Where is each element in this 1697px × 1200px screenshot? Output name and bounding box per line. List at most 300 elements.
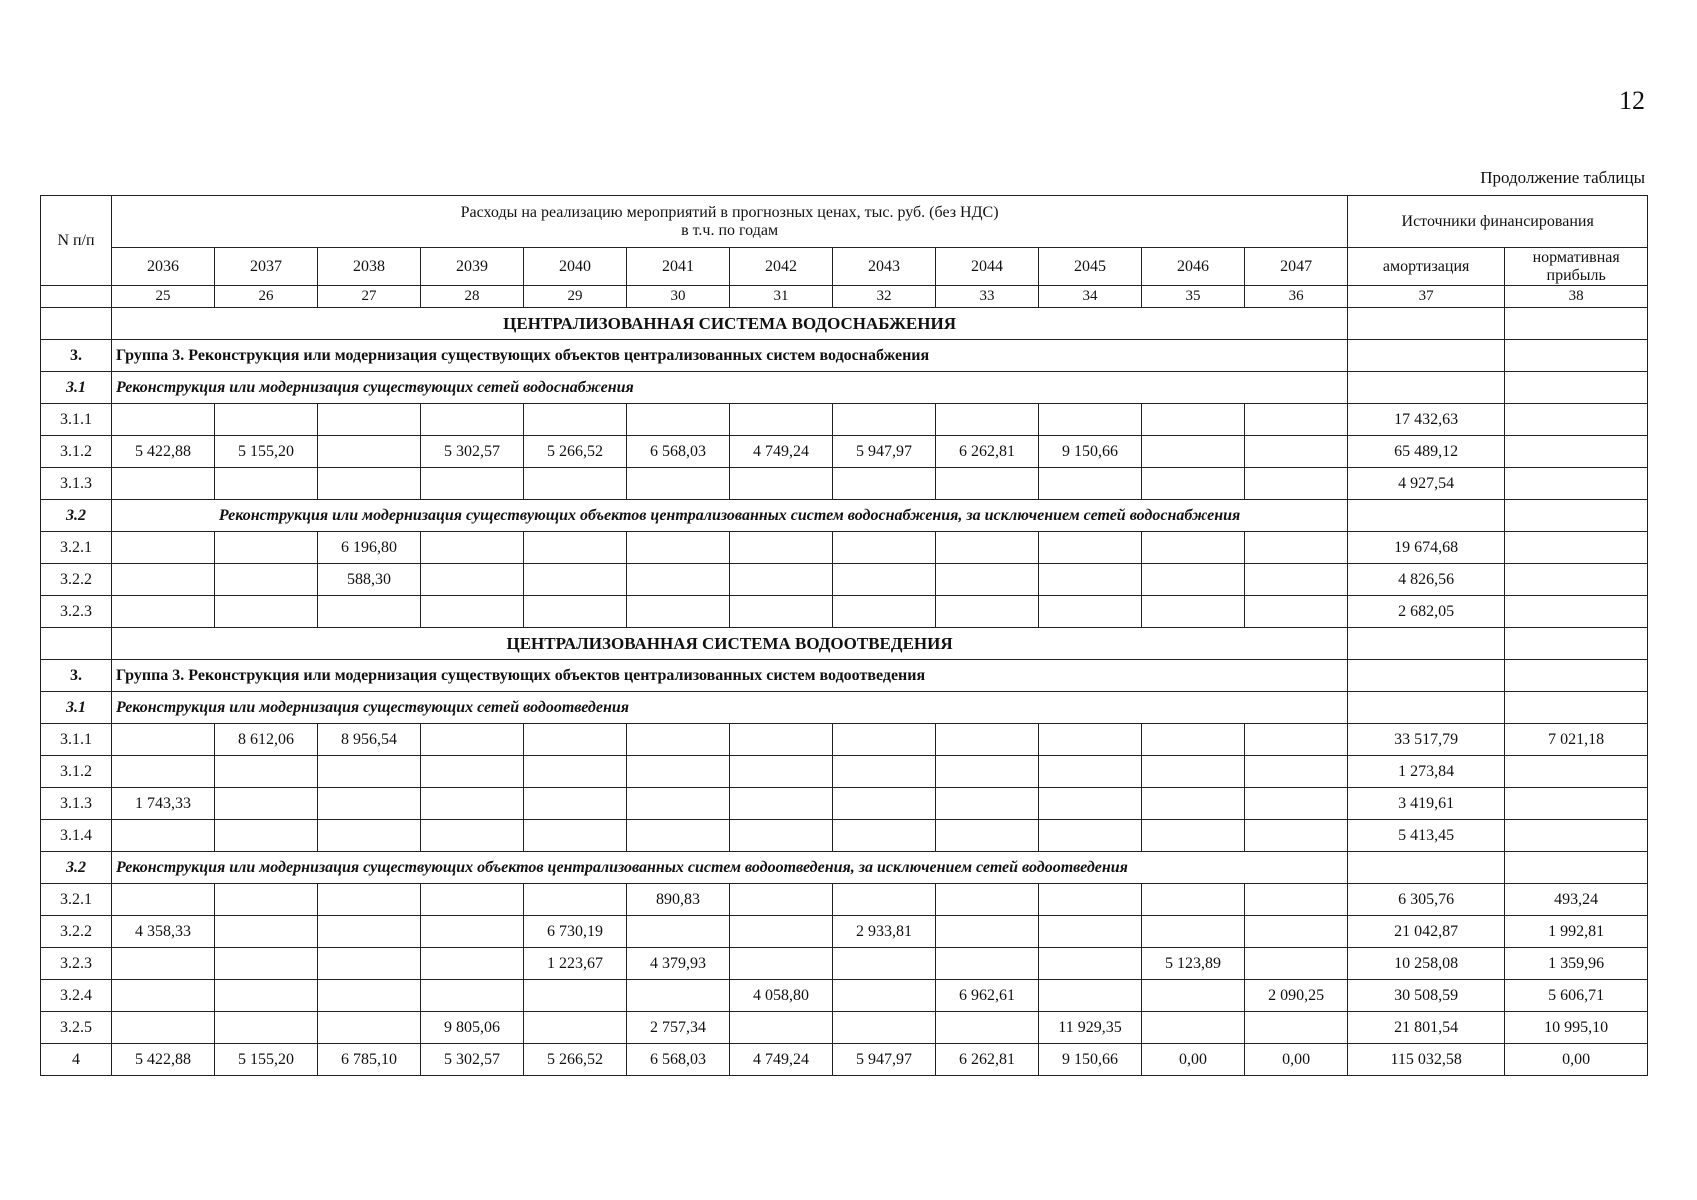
year-value-cell: 6 196,80: [318, 532, 421, 564]
year-value-cell: 8 612,06: [215, 724, 318, 756]
year-header: 2047: [1245, 248, 1348, 286]
year-value-cell: [936, 404, 1039, 436]
row-id: 3.2.3: [41, 596, 112, 628]
year-value-cell: 5 947,97: [833, 436, 936, 468]
column-number: 29: [524, 286, 627, 308]
row-id: 3.1.3: [41, 788, 112, 820]
profit-cell: 5 606,71: [1505, 980, 1648, 1012]
table-row: [41, 948, 1648, 980]
empty-cell: [1348, 660, 1505, 692]
year-value-cell: [421, 916, 524, 948]
year-value-cell: [421, 884, 524, 916]
year-value-cell: [730, 564, 833, 596]
year-value-cell: [833, 404, 936, 436]
year-value-cell: [833, 596, 936, 628]
year-value-cell: [730, 884, 833, 916]
year-value-cell: [421, 404, 524, 436]
table-row: [41, 532, 1648, 564]
colnum-empty: [41, 286, 112, 308]
year-value-cell: 2 757,34: [627, 1012, 730, 1044]
total-value-cell: 6 568,03: [627, 1044, 730, 1076]
empty-cell: [1505, 340, 1648, 372]
year-value-cell: 4 379,93: [627, 948, 730, 980]
year-value-cell: [1142, 724, 1245, 756]
total-profit-cell: 0,00: [1505, 1044, 1648, 1076]
year-value-cell: [215, 916, 318, 948]
year-value-cell: [936, 884, 1039, 916]
year-header: 2042: [730, 248, 833, 286]
system-header-row: [41, 308, 1648, 340]
year-value-cell: [318, 436, 421, 468]
profit-cell: [1505, 532, 1648, 564]
year-value-cell: [936, 724, 1039, 756]
table-row: [41, 468, 1648, 500]
empty-cell: [1348, 628, 1505, 660]
year-value-cell: [215, 596, 318, 628]
profit-cell: [1505, 564, 1648, 596]
subgroup-header-row: [41, 692, 1648, 724]
year-value-cell: [1039, 724, 1142, 756]
year-value-cell: [1245, 788, 1348, 820]
year-value-cell: [421, 596, 524, 628]
section-title: Реконструкция или модернизация существующих сетей водоснабжения: [112, 372, 1348, 404]
column-number: 25: [112, 286, 215, 308]
amortization-cell: 10 258,08: [1348, 948, 1505, 980]
year-value-cell: [1142, 820, 1245, 852]
year-value-cell: [524, 820, 627, 852]
group-header-row: [41, 340, 1648, 372]
year-value-cell: [1142, 564, 1245, 596]
year-value-cell: [215, 948, 318, 980]
year-value-cell: [215, 564, 318, 596]
table-row: [41, 756, 1648, 788]
year-value-cell: [1039, 916, 1142, 948]
column-number: 31: [730, 286, 833, 308]
column-number: 26: [215, 286, 318, 308]
page-number: 12: [1619, 86, 1645, 115]
amortization-cell: 21 042,87: [1348, 916, 1505, 948]
year-value-cell: [1245, 756, 1348, 788]
group-header-row: [41, 660, 1648, 692]
year-value-cell: [730, 788, 833, 820]
year-value-cell: [1245, 564, 1348, 596]
amortization-cell: 3 419,61: [1348, 788, 1505, 820]
year-value-cell: 6 568,03: [627, 436, 730, 468]
system-title: ЦЕНТРАЛИЗОВАННАЯ СИСТЕМА ВОДОСНАБЖЕНИЯ: [112, 308, 1348, 340]
section-id: 3.: [41, 660, 112, 692]
year-value-cell: [524, 1012, 627, 1044]
empty-cell: [1505, 852, 1648, 884]
table-row: [41, 980, 1648, 1012]
year-value-cell: [833, 884, 936, 916]
year-value-cell: [318, 404, 421, 436]
year-value-cell: [936, 1012, 1039, 1044]
year-value-cell: [1039, 884, 1142, 916]
amortization-cell: 30 508,59: [1348, 980, 1505, 1012]
total-value-cell: 5 422,88: [112, 1044, 215, 1076]
year-header: 2044: [936, 248, 1039, 286]
year-value-cell: [215, 468, 318, 500]
year-value-cell: [1039, 532, 1142, 564]
year-value-cell: [524, 788, 627, 820]
total-amortization-cell: 115 032,58: [1348, 1044, 1505, 1076]
table-row: [41, 724, 1648, 756]
amortization-cell: 6 305,76: [1348, 884, 1505, 916]
section-title: Реконструкция или модернизация существующих объектов централизованных систем водоотведения, за исключением сетей водоотведения: [112, 852, 1348, 884]
year-value-cell: [524, 724, 627, 756]
year-value-cell: [833, 756, 936, 788]
year-value-cell: [215, 788, 318, 820]
expenses-title: Расходы на реализацию мероприятий в прогнозных ценах, тыс. руб. (без НДС): [460, 203, 999, 221]
year-value-cell: [421, 468, 524, 500]
profit-cell: 1 992,81: [1505, 916, 1648, 948]
profit-cell: [1505, 436, 1648, 468]
year-value-cell: [730, 596, 833, 628]
profit-cell: [1505, 596, 1648, 628]
year-value-cell: [215, 980, 318, 1012]
empty-cell: [41, 308, 112, 340]
table-row: [41, 564, 1648, 596]
row-id: 4: [41, 1044, 112, 1076]
year-value-cell: [318, 1012, 421, 1044]
year-value-cell: [1245, 724, 1348, 756]
year-value-cell: [833, 724, 936, 756]
year-value-cell: [730, 724, 833, 756]
year-value-cell: [627, 468, 730, 500]
row-id: 3.2.2: [41, 916, 112, 948]
year-value-cell: 9 805,06: [421, 1012, 524, 1044]
financing-table: [40, 195, 1648, 1076]
year-value-cell: [421, 820, 524, 852]
year-value-cell: [1142, 1012, 1245, 1044]
year-value-cell: [318, 884, 421, 916]
year-value-cell: 5 302,57: [421, 436, 524, 468]
total-value-cell: 5 947,97: [833, 1044, 936, 1076]
year-value-cell: 8 956,54: [318, 724, 421, 756]
year-value-cell: [112, 756, 215, 788]
year-value-cell: [524, 532, 627, 564]
year-value-cell: 6 730,19: [524, 916, 627, 948]
year-value-cell: [627, 980, 730, 1012]
table-row: [41, 1012, 1648, 1044]
year-header: 2046: [1142, 248, 1245, 286]
year-value-cell: [833, 1012, 936, 1044]
empty-cell: [1505, 372, 1648, 404]
year-value-cell: [112, 468, 215, 500]
year-value-cell: [730, 532, 833, 564]
year-value-cell: [936, 596, 1039, 628]
system-header-row: [41, 628, 1648, 660]
section-id: 3.1: [41, 372, 112, 404]
year-value-cell: [833, 948, 936, 980]
profit-cell: [1505, 756, 1648, 788]
total-value-cell: 4 749,24: [730, 1044, 833, 1076]
year-value-cell: 4 358,33: [112, 916, 215, 948]
year-value-cell: [627, 788, 730, 820]
subgroup-header-row: [41, 852, 1648, 884]
year-value-cell: [936, 788, 1039, 820]
profit-cell: 493,24: [1505, 884, 1648, 916]
year-value-cell: [1039, 820, 1142, 852]
year-value-cell: [1142, 756, 1245, 788]
year-value-cell: [215, 884, 318, 916]
year-value-cell: 5 422,88: [112, 436, 215, 468]
year-value-cell: [833, 532, 936, 564]
year-value-cell: [421, 788, 524, 820]
profit-cell: [1505, 468, 1648, 500]
year-value-cell: [524, 980, 627, 1012]
year-value-cell: [112, 404, 215, 436]
section-id: 3.2: [41, 500, 112, 532]
year-value-cell: [1039, 596, 1142, 628]
year-value-cell: 588,30: [318, 564, 421, 596]
year-value-cell: [1142, 980, 1245, 1012]
empty-cell: [1505, 308, 1648, 340]
section-title: Реконструкция или модернизация существующих объектов централизованных систем водоснабжения, за исключением сетей водоснабжения: [112, 500, 1348, 532]
year-value-cell: [318, 948, 421, 980]
year-value-cell: [730, 948, 833, 980]
year-value-cell: [524, 884, 627, 916]
year-header: 2041: [627, 248, 730, 286]
total-value-cell: 6 262,81: [936, 1044, 1039, 1076]
year-value-cell: [1245, 884, 1348, 916]
year-value-cell: [318, 756, 421, 788]
year-value-cell: [1142, 532, 1245, 564]
amortization-cell: 17 432,63: [1348, 404, 1505, 436]
year-value-cell: 2 933,81: [833, 916, 936, 948]
table-row: [41, 916, 1648, 948]
column-number: 28: [421, 286, 524, 308]
empty-cell: [1348, 692, 1505, 724]
year-value-cell: [112, 1012, 215, 1044]
year-header: 2036: [112, 248, 215, 286]
section-id: 3.: [41, 340, 112, 372]
year-value-cell: [215, 820, 318, 852]
year-value-cell: [627, 916, 730, 948]
year-value-cell: [936, 532, 1039, 564]
empty-cell: [1348, 372, 1505, 404]
column-number: 32: [833, 286, 936, 308]
year-value-cell: [833, 788, 936, 820]
year-value-cell: [421, 980, 524, 1012]
year-value-cell: [936, 916, 1039, 948]
year-value-cell: [833, 820, 936, 852]
total-value-cell: 6 785,10: [318, 1044, 421, 1076]
year-value-cell: 890,83: [627, 884, 730, 916]
year-value-cell: [318, 596, 421, 628]
expenses-subtitle: в т.ч. по годам: [681, 221, 779, 239]
row-id: 3.2.2: [41, 564, 112, 596]
year-header: 2039: [421, 248, 524, 286]
year-value-cell: [112, 948, 215, 980]
empty-cell: [1505, 692, 1648, 724]
year-value-cell: [627, 820, 730, 852]
year-header: 2038: [318, 248, 421, 286]
year-value-cell: [318, 788, 421, 820]
year-value-cell: [215, 532, 318, 564]
table-row: [41, 884, 1648, 916]
year-value-cell: [318, 980, 421, 1012]
year-value-cell: [318, 468, 421, 500]
year-value-cell: 2 090,25: [1245, 980, 1348, 1012]
profit-cell: [1505, 788, 1648, 820]
row-id: 3.1.1: [41, 724, 112, 756]
section-id: 3.1: [41, 692, 112, 724]
amortization-cell: 5 413,45: [1348, 820, 1505, 852]
expenses-header: [112, 196, 1348, 248]
year-value-cell: [627, 724, 730, 756]
year-header: 2040: [524, 248, 627, 286]
total-value-cell: 5 155,20: [215, 1044, 318, 1076]
column-number: 36: [1245, 286, 1348, 308]
empty-cell: [1348, 852, 1505, 884]
amortization-cell: 19 674,68: [1348, 532, 1505, 564]
row-id: 3.2.1: [41, 532, 112, 564]
year-value-cell: [730, 404, 833, 436]
profit-cell: [1505, 404, 1648, 436]
year-value-cell: [1039, 980, 1142, 1012]
year-value-cell: [524, 468, 627, 500]
sources-header: Источники финансирования: [1348, 196, 1648, 248]
year-value-cell: [524, 404, 627, 436]
table-row: [41, 404, 1648, 436]
year-value-cell: [730, 916, 833, 948]
year-value-cell: [1245, 1012, 1348, 1044]
year-value-cell: 9 150,66: [1039, 436, 1142, 468]
empty-cell: [1348, 500, 1505, 532]
section-title: Реконструкция или модернизация существующих сетей водоотведения: [112, 692, 1348, 724]
year-value-cell: [1039, 788, 1142, 820]
year-value-cell: [833, 468, 936, 500]
amortization-cell: 21 801,54: [1348, 1012, 1505, 1044]
row-id: 3.2.1: [41, 884, 112, 916]
year-value-cell: 11 929,35: [1039, 1012, 1142, 1044]
empty-cell: [1505, 500, 1648, 532]
total-value-cell: 5 302,57: [421, 1044, 524, 1076]
total-row: [41, 1044, 1648, 1076]
year-value-cell: [627, 756, 730, 788]
column-number: 35: [1142, 286, 1245, 308]
profit-cell: 1 359,96: [1505, 948, 1648, 980]
system-title: ЦЕНТРАЛИЗОВАННАЯ СИСТЕМА ВОДООТВЕДЕНИЯ: [112, 628, 1348, 660]
year-value-cell: [524, 756, 627, 788]
year-value-cell: [421, 532, 524, 564]
total-value-cell: 0,00: [1245, 1044, 1348, 1076]
amortization-cell: 33 517,79: [1348, 724, 1505, 756]
year-value-cell: [318, 916, 421, 948]
year-value-cell: [1142, 916, 1245, 948]
year-value-cell: [215, 404, 318, 436]
year-value-cell: [936, 468, 1039, 500]
total-value-cell: 5 266,52: [524, 1044, 627, 1076]
year-value-cell: [421, 564, 524, 596]
year-value-cell: [936, 756, 1039, 788]
year-value-cell: [1142, 884, 1245, 916]
year-value-cell: [421, 756, 524, 788]
year-value-cell: [1245, 468, 1348, 500]
row-id: 3.2.4: [41, 980, 112, 1012]
year-value-cell: [112, 980, 215, 1012]
row-id: 3.2.5: [41, 1012, 112, 1044]
column-number: 34: [1039, 286, 1142, 308]
year-header: 2045: [1039, 248, 1142, 286]
year-value-cell: [833, 564, 936, 596]
section-id: 3.2: [41, 852, 112, 884]
total-value-cell: 9 150,66: [1039, 1044, 1142, 1076]
year-value-cell: [1245, 916, 1348, 948]
npp-header: N п/п: [41, 196, 112, 286]
amortization-cell: 2 682,05: [1348, 596, 1505, 628]
table-row: [41, 788, 1648, 820]
year-value-cell: [524, 564, 627, 596]
year-value-cell: 1 223,67: [524, 948, 627, 980]
row-id: 3.1.1: [41, 404, 112, 436]
year-value-cell: [730, 820, 833, 852]
year-value-cell: 1 743,33: [112, 788, 215, 820]
year-value-cell: [1039, 948, 1142, 980]
empty-cell: [41, 628, 112, 660]
table-row: [41, 436, 1648, 468]
year-value-cell: [833, 980, 936, 1012]
column-number: 27: [318, 286, 421, 308]
column-number: 30: [627, 286, 730, 308]
row-id: 3.2.3: [41, 948, 112, 980]
year-value-cell: [215, 756, 318, 788]
year-value-cell: [215, 1012, 318, 1044]
year-header: 2037: [215, 248, 318, 286]
year-value-cell: [627, 564, 730, 596]
year-value-cell: 5 123,89: [1142, 948, 1245, 980]
year-value-cell: [730, 756, 833, 788]
empty-cell: [1505, 660, 1648, 692]
row-id: 3.1.3: [41, 468, 112, 500]
year-value-cell: [627, 404, 730, 436]
row-id: 3.1.4: [41, 820, 112, 852]
empty-cell: [1348, 308, 1505, 340]
year-value-cell: [1245, 436, 1348, 468]
row-id: 3.1.2: [41, 436, 112, 468]
year-value-cell: 6 962,61: [936, 980, 1039, 1012]
table-row: [41, 820, 1648, 852]
year-value-cell: [627, 596, 730, 628]
column-number: 38: [1505, 286, 1648, 308]
year-value-cell: [1039, 564, 1142, 596]
year-value-cell: [936, 820, 1039, 852]
profit-cell: 7 021,18: [1505, 724, 1648, 756]
year-value-cell: [1039, 756, 1142, 788]
section-title: Группа 3. Реконструкция или модернизация существующих объектов централизованных систем водоснабжения: [112, 340, 1348, 372]
year-value-cell: 5 155,20: [215, 436, 318, 468]
year-value-cell: [112, 532, 215, 564]
subgroup-header-row: [41, 372, 1648, 404]
year-value-cell: [318, 820, 421, 852]
year-value-cell: 6 262,81: [936, 436, 1039, 468]
year-value-cell: [112, 820, 215, 852]
year-header: 2043: [833, 248, 936, 286]
year-value-cell: [1039, 404, 1142, 436]
amortization-cell: 4 826,56: [1348, 564, 1505, 596]
section-title: Группа 3. Реконструкция или модернизация существующих объектов централизованных систем водоотведения: [112, 660, 1348, 692]
year-value-cell: [112, 564, 215, 596]
table-row: [41, 596, 1648, 628]
amort-header: амортизация: [1348, 248, 1505, 286]
year-value-cell: [936, 948, 1039, 980]
year-value-cell: [936, 564, 1039, 596]
year-value-cell: [421, 724, 524, 756]
amortization-cell: 4 927,54: [1348, 468, 1505, 500]
year-value-cell: [1142, 596, 1245, 628]
year-value-cell: [1142, 468, 1245, 500]
